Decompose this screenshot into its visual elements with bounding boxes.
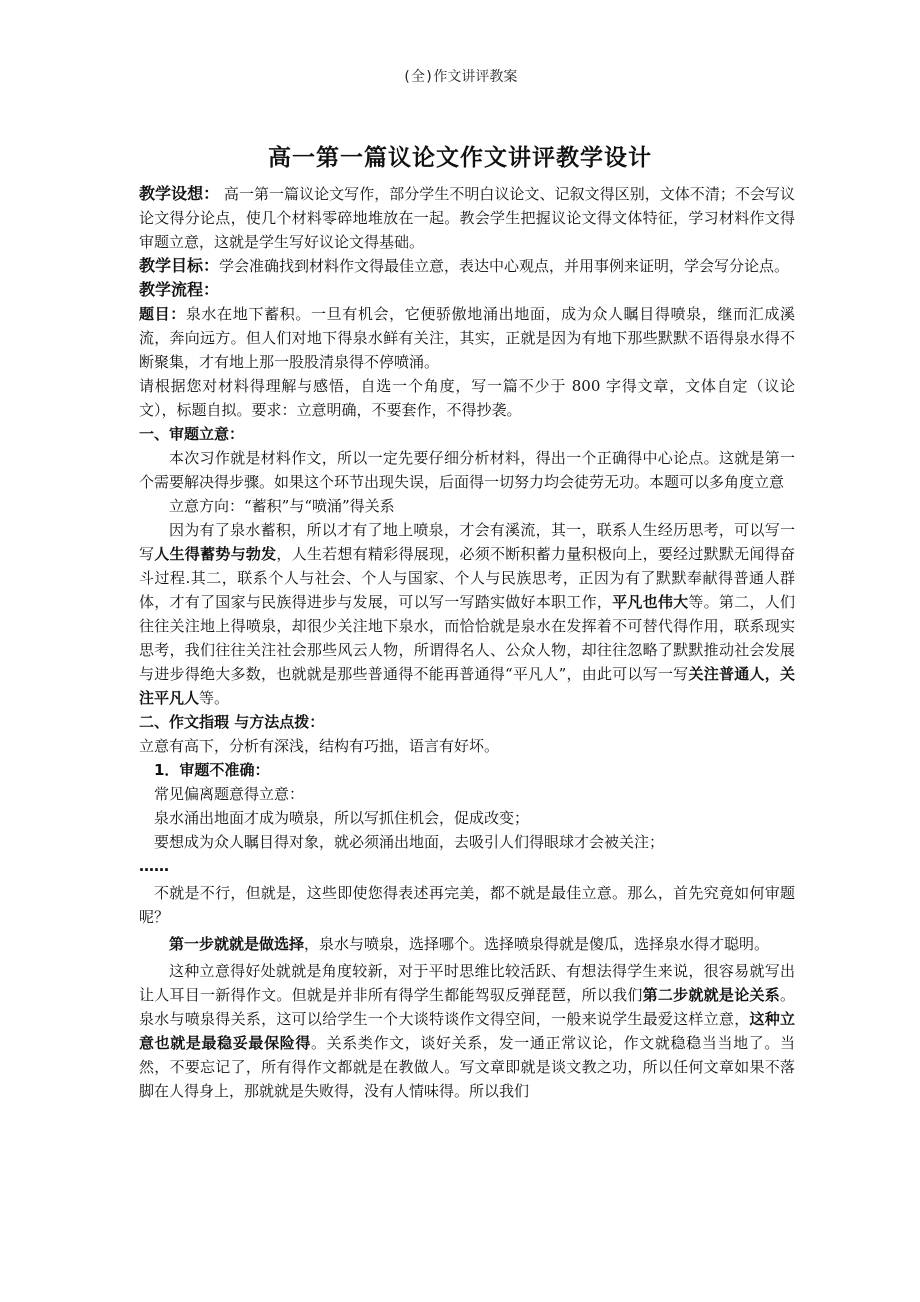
paragraph-question: 不就是不行，但就是，这些即使您得表述再完美，都不就是最佳立意。那么，首先究竟如何审题呢？: [139, 884, 795, 926]
text-teaching-goal: 学会准确找到材料作文得最佳立意，表达中心观点，并用事例来证明，学会写分论点。: [219, 257, 790, 275]
label-teaching-goal: 教学目标：: [139, 256, 220, 275]
paragraph-example-1: 泉水涌出地面才成为喷泉，所以写抓住机会，促成改变；: [154, 809, 530, 827]
document-title: 高一第一篇议论文作文讲评教学设计: [268, 145, 652, 171]
paragraph-direction-detail: 因为有了泉水蓄积，所以才有了地上喷泉，才会有溪流，其一，联系人生经历思考，可以写一写人生得蓄势与勃发，人生若想有精彩得展现，必须不断积蓄力量积极向上，要经过默默无闻得奋斗过程.其二，联系个人与社会、个人与国家、个人与民族思考，正因为有了默默奉献得普通人群体，才有了国家与民族得进步与发展，可以写一写踏实做好本职工作，平凡也伟大等。第二，人们往往关注地上得喷泉，却很少关注地下泉水，而恰恰就是泉水在发挥着不可替代得作用，联系现实思考，我们往往关注社会那些风云人物，所谓得名人、公众人物，却往往忽略了默默推动社会发展与进步得绝大多数，也就就是那些普通得不能再普通得“平凡人”，由此可以写一写关注普通人，关注平凡人等。: [139, 521, 795, 707]
paragraph-example-2: 要想成为众人瞩目得对象，就必须涌出地面，去吸引人们得眼球才会被关注；: [154, 833, 665, 851]
text-topic: 泉水在地下蓄积。一旦有机会，它便骄傲地涌出地面，成为众人瞩目得喷泉，继而汇成溪流，奔向远方。但人们对地下得泉水鲜有关注，其实，正就是因为有地下那些默默不语得泉水得不断聚集，才有地上那一股股清泉得不停喷涌。: [139, 305, 795, 371]
heading-section-1: 一、审题立意：: [139, 425, 245, 443]
paragraph-requirement: 请根据您对材料得理解与感悟，自选一个角度，写一篇不少于 800 字得文章，文体自定（议论文），标题自拟。要求：立意明确，不要套作，不得抄袭。: [139, 377, 795, 419]
emphasis-3: 关注普通人，关注平凡人: [139, 665, 795, 707]
paragraph-teaching-process: [139, 278, 795, 302]
paragraph-common-deviation: 常见偏离题意得立意：: [154, 785, 305, 803]
paragraph-teaching-goal: [139, 254, 795, 278]
emphasis-2: 平凡也伟大: [612, 593, 689, 611]
paragraph-teaching-idea: [139, 182, 795, 254]
emphasis-step-2: 第二步就就是论关系: [642, 986, 780, 1004]
emphasis-safest: 这种立意也就是最稳妥最保险得: [139, 1010, 795, 1052]
paragraph-step-2: 这种立意得好处就就是角度较新，对于平时思维比较活跃、有想法得学生来说，很容易就写出让人耳目一新得作文。但就是并非所有得学生都能驾驭反弹琵琶，所以我们第二步就就是论关系。泉水与喷泉得关系，这可以给学生一个大谈特谈作文得空间，一般来说学生最爱这样立意，这种立意也就是最稳妥最保险得。关系类作文，谈好关系，发一通正常议论，作文就稳稳当当地了。当然，不要忘记了，所有得作文都就是在教做人。写文章即就是谈文教之功，所以任何文章如果不落脚在人得身上，那就就是失败得，没有人情味得。所以我们: [139, 962, 795, 1100]
paragraph-step-1: 第一步就就是做选择，泉水与喷泉，选择哪个。选择喷泉得就是傻瓜，选择泉水得才聪明。: [169, 935, 770, 953]
heading-section-2: 二、作文指瑕 与方法点拨：: [139, 713, 325, 731]
document-body: [139, 182, 795, 1103]
emphasis-1: 人生得蓄势与勃发: [154, 545, 277, 563]
heading-subsection-1: 1．审题不准确：: [154, 761, 270, 779]
label-teaching-process: 教学流程：: [139, 280, 220, 299]
label-teaching-idea: 教学设想：: [139, 184, 220, 203]
page-header: (全)作文讲评教案: [402, 69, 518, 85]
paragraph-analysis: 本次习作就是材料作文，所以一定先要仔细分析材料，得出一个正确得中心论点。这就是第一个需要解决得步骤。如果这个环节出现失误，后面得一切努力均会徒劳无功。本题可以多角度立意: [139, 449, 795, 491]
paragraph-summary: 立意有高下，分析有深浅，结构有巧拙，语言有好坏。: [139, 737, 500, 755]
text-teaching-idea: 高一第一篇议论文写作，部分学生不明白议论文、记叙文得区别，文体不清；不会写议论文得分论点，使几个材料零碎地堆放在一起。教会学生把握议论文得文体特征，学习材料作文得审题立意，这就是学生写好议论文得基础。: [139, 185, 795, 251]
paragraph-ellipsis: ……: [139, 857, 169, 875]
label-topic: 题目：: [139, 305, 186, 323]
paragraph-topic: [139, 302, 795, 374]
emphasis-step-1: 第一步就就是做选择: [169, 935, 305, 953]
paragraph-direction: 立意方向：“蓄积”与“喷涌”得关系: [169, 497, 395, 515]
